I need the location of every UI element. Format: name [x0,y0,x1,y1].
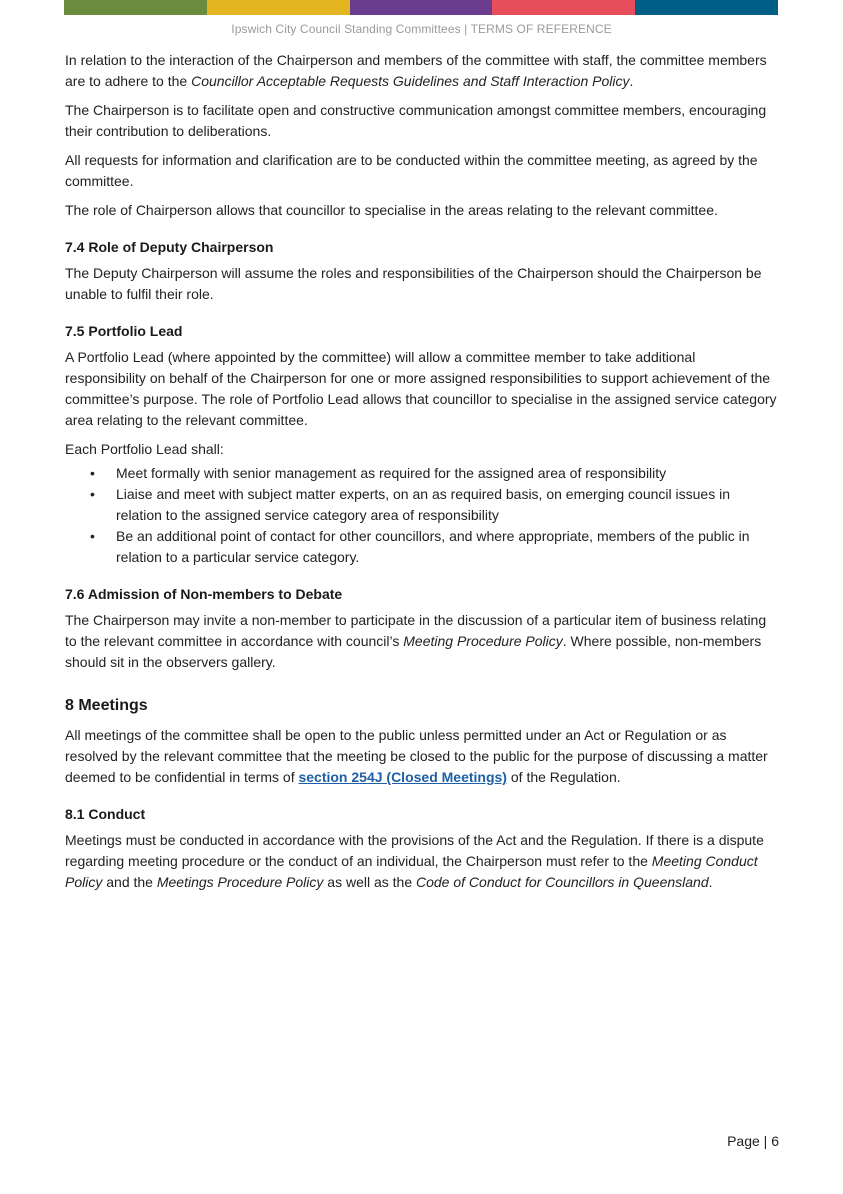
color-band-yellow [207,0,350,15]
intro-paragraph-1: In relation to the interaction of the Chairperson and members of the committee with staff, the committee members are to adhere to the Councillor Acceptable Requests Guidelines and Staff Interaction Policy. [65,52,767,89]
section-8-1-heading: 8.1 Conduct [65,806,146,822]
section-7-5-list-intro: Each Portfolio Lead shall: [65,441,224,457]
section-7-6-heading: 7.6 Admission of Non-members to Debate [65,586,343,602]
bullet-icon: • [90,486,95,502]
section-8-heading: 8 Meetings [65,697,148,714]
section-7-4-heading: 7.4 Role of Deputy Chairperson [65,239,274,255]
running-header: Ipswich City Council Standing Committees | TERMS OF REFERENCE [231,22,612,36]
bullet-icon: • [90,528,95,544]
section-7-4-paragraph: The Deputy Chairperson will assume the roles and responsibilities of the Chairperson should the Chairperson be unable to fulfil their role. [65,265,762,302]
list-item: • Be an additional point of contact for other councillors, and where appropriate, members of the public in relation to a particular service category. [90,528,750,565]
color-band-purple [350,0,493,15]
intro-paragraph-4: The role of Chairperson allows that councillor to specialise in the areas relating to the relevant committee. [65,202,718,218]
portfolio-lead-duties-list [65,463,779,568]
section-7-6-paragraph: The Chairperson may invite a non-member to participate in the discussion of a particular item of business relating to the relevant committee in accordance with council’s Meeting Procedure Policy. Where possible, non-members should sit in the observers gallery. [65,612,767,670]
list-item: • Meet formally with senior management as required for the assigned area of responsibility [65,463,779,484]
intro-paragraph-3: All requests for information and clarification are to be conducted within the committee meeting, as agreed by the committee. [65,152,758,189]
section-8-1-paragraph: Meetings must be conducted in accordance with the provisions of the Act and the Regulation. If there is a dispute regarding meeting procedure or the conduct of an individual, the Chairperson must refer to the Meeting Conduct Policy and the Meetings Procedure Policy as well as the Code of Conduct for Councillors in Queensland. [65,832,764,890]
section-8-paragraph: All meetings of the committee shall be open to the public unless permitted under an Act or Regulation or as resolved by the relevant committee that the meeting be closed to the public for the purpose of discussing a matter deemed to be confidential in terms of section 254J (Closed Meetings) of the Regulation. [65,727,768,785]
header-color-band [64,0,778,15]
page-number: Page | 6 [727,1133,779,1149]
section-7-5-heading: 7.5 Portfolio Lead [65,323,183,339]
document-body [65,50,779,901]
color-band-green [64,0,207,15]
bullet-icon: • [90,465,95,481]
color-band-red [492,0,635,15]
list-item: • Liaise and meet with subject matter experts, on an as required basis, on emerging council issues in relation to the assigned service category area of responsibility [90,486,730,523]
section-7-5-paragraph: A Portfolio Lead (where appointed by the committee) will allow a committee member to take additional responsibility on behalf of the Chairperson for one or more assigned responsibilities to support achievement of the committee’s purpose. The role of Portfolio Lead allows that councillor to specialise in the assigned service category area relating to the relevant committee. [65,349,777,428]
color-band-blue [635,0,778,15]
intro-paragraph-2: The Chairperson is to facilitate open and constructive communication amongst committee members, encouraging their contribution to deliberations. [65,102,767,139]
closed-meetings-link[interactable]: section 254J (Closed Meetings) [298,769,507,785]
